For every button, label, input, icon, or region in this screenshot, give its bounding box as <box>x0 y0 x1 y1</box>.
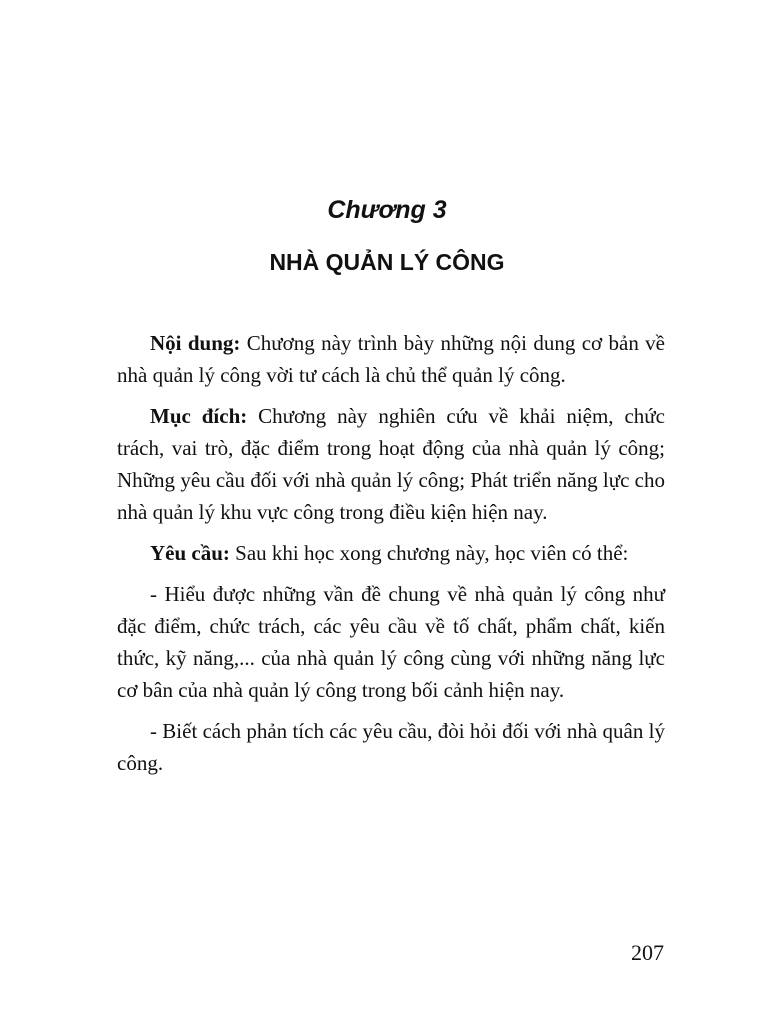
page-number: 207 <box>631 940 664 965</box>
chapter-label: Chương 3 <box>327 196 447 224</box>
paragraph-bullet-understand <box>117 578 665 706</box>
paragraph-text: Chương này trình bày những nội dung cơ bản về nhà quản lý công vời tư cách là chủ thể quản lý công. <box>117 331 665 387</box>
paragraph-text: - Biết cách phản tích các yêu cầu, đòi hỏi đối với nhà quân lý công. <box>117 719 665 775</box>
paragraph-text: Chương này nghiên cứu về khải niệm, chức trách, vai trò, đặc điểm trong hoạt động của nhà quản lý công; Những yêu cầu đối với nhà quản lý công; Phát triển năng lực cho nhà quản lý khu vực công trong điều kiện hiện nay. <box>117 404 665 524</box>
paragraph-bullet-analyze <box>117 715 665 779</box>
paragraph-text: Sau khi học xong chương này, học viên có thể: <box>229 541 629 565</box>
paragraph-lead: Mục đích: <box>150 404 248 428</box>
chapter-title: NHÀ QUẢN LÝ CÔNG <box>269 249 505 275</box>
paragraph-lead: Nội dung: <box>150 331 241 355</box>
paragraph-text: - Hiểu được những vần đề chung về nhà quản lý công như đặc điểm, chức trách, các yêu cầu về tố chất, phẩm chất, kiến thức, kỹ năng,... của nhà quản lý công cùng với những năng lực cơ bân của nhà quản lý công trong bối cảnh hiện nay. <box>117 582 665 702</box>
paragraph-content <box>117 327 665 391</box>
chapter-body <box>117 327 665 788</box>
paragraph-lead: Yêu cầu: <box>150 541 230 565</box>
paragraph-purpose <box>117 400 665 528</box>
paragraph-requirements <box>117 537 665 569</box>
